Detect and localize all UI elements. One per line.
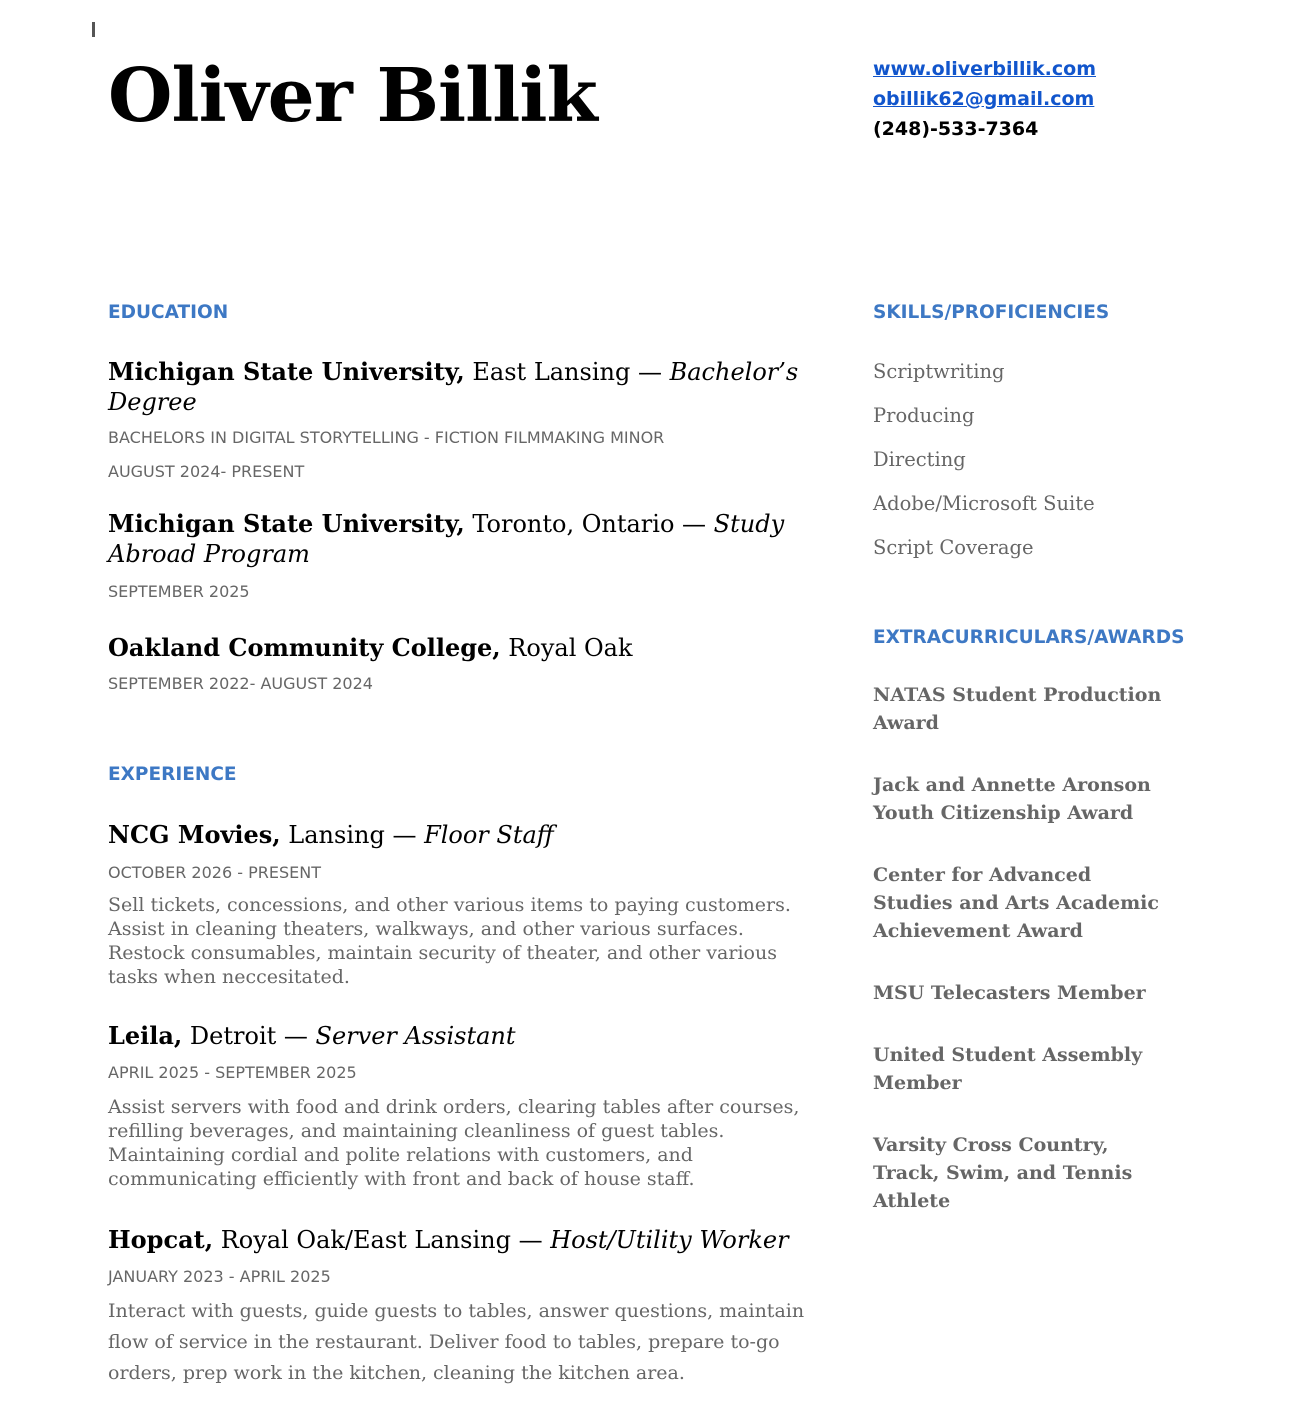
entry-role: Floor Staff — [424, 821, 554, 849]
entry-location: Toronto, Ontario — — [464, 510, 714, 538]
education-entry — [108, 509, 818, 603]
entry-org: Michigan State University, — [108, 509, 465, 538]
entry-dates: SEPTEMBER 2022- AUGUST 2024 — [108, 674, 373, 693]
entry-degree: BACHELORS IN DIGITAL STORYTELLING - FICTION FILMMAKING MINOR — [108, 428, 665, 447]
entry-location: Royal Oak/East Lansing — — [213, 1226, 551, 1254]
experience-entry — [108, 1225, 818, 1389]
entry-org: NCG Movies, — [108, 820, 281, 849]
award-item: Jack and Annette Aronson Youth Citizenship Award — [873, 774, 1151, 824]
award-item: NATAS Student Production Award — [873, 684, 1162, 734]
award-item: Center for Advanced Studies and Arts Academic Achievement Award — [873, 864, 1159, 942]
education-entry — [108, 357, 818, 483]
website-link[interactable]: www.oliverbillik.com — [873, 58, 1096, 80]
awards-heading: EXTRACURRICULARS/AWARDS — [873, 627, 1185, 648]
entry-role: Study Abroad Program — [108, 510, 785, 568]
entry-title — [108, 357, 818, 417]
entry-role: Bachelor’s Degree — [108, 358, 799, 416]
entry-dates: JANUARY 2023 - APRIL 2025 — [108, 1267, 331, 1286]
entry-org: Leila, — [108, 1021, 183, 1050]
phone-number: (248)-533-7364 — [873, 118, 1039, 140]
main-column — [108, 300, 818, 1389]
education-entry — [108, 633, 818, 695]
sidebar-column — [873, 300, 1185, 1249]
entry-description: Sell tickets, concessions, and other various items to paying customers. Assist in cleaning theaters, walkways, and other various surfaces. Restock consumables, maintain security of theater, and other various tasks when neccesitated. — [108, 894, 791, 988]
resume-name: Oliver Billik — [108, 53, 597, 139]
text-cursor — [92, 22, 95, 37]
entry-title — [108, 1021, 818, 1051]
entry-role: Host/Utility Worker — [550, 1226, 789, 1254]
skills-heading: SKILLS/PROFICIENCIES — [873, 302, 1110, 323]
entry-org: Hopcat, — [108, 1225, 214, 1254]
entry-org: Michigan State University, — [108, 357, 465, 386]
skill-item: Producing — [873, 404, 975, 427]
education-heading: EDUCATION — [108, 302, 229, 323]
awards-list — [873, 681, 1173, 1215]
entry-role: Server Assistant — [315, 1022, 516, 1050]
award-item: MSU Telecasters Member — [873, 982, 1146, 1004]
skills-list — [873, 359, 1173, 561]
entry-description: Assist servers with food and drink orders, clearing tables after courses, refilling beverages, and maintaining cleanliness of guest tables. Maintaining cordial and polite relations with customers, and communicating efficiently with front and back of house staff. — [108, 1096, 800, 1190]
skill-item: Script Coverage — [873, 536, 1034, 559]
contact-block — [873, 54, 1096, 144]
experience-entry — [108, 820, 818, 989]
experience-entry — [108, 1021, 818, 1191]
skill-item: Adobe/Microsoft Suite — [873, 492, 1095, 515]
entry-title — [108, 1225, 818, 1255]
entry-location: Detroit — — [182, 1022, 316, 1050]
entry-location: East Lansing — — [464, 358, 670, 386]
skill-item: Scriptwriting — [873, 360, 1005, 383]
entry-title — [108, 820, 818, 850]
entry-dates: SEPTEMBER 2025 — [108, 582, 250, 601]
email-link[interactable]: obillik62@gmail.com — [873, 88, 1095, 110]
award-item: United Student Assembly Member — [873, 1044, 1143, 1094]
award-item: Varsity Cross Country, Track, Swim, and Tennis Athlete — [873, 1134, 1133, 1212]
entry-dates: OCTOBER 2026 - PRESENT — [108, 863, 321, 882]
entry-dates: AUGUST 2024- PRESENT — [108, 462, 305, 481]
entry-location: Royal Oak — [500, 634, 633, 662]
experience-heading: EXPERIENCE — [108, 764, 237, 785]
entry-org: Oakland Community College, — [108, 633, 501, 662]
skill-item: Directing — [873, 448, 966, 471]
entry-description: Interact with guests, guide guests to tables, answer questions, maintain flow of service in the restaurant. Deliver food to tables, prepare to-go orders, prep work in the kitchen, cleaning the kitchen area. — [108, 1300, 805, 1384]
entry-location: Lansing — — [280, 821, 425, 849]
entry-dates: APRIL 2025 - SEPTEMBER 2025 — [108, 1063, 357, 1082]
entry-title — [108, 633, 818, 663]
entry-title — [108, 509, 818, 569]
